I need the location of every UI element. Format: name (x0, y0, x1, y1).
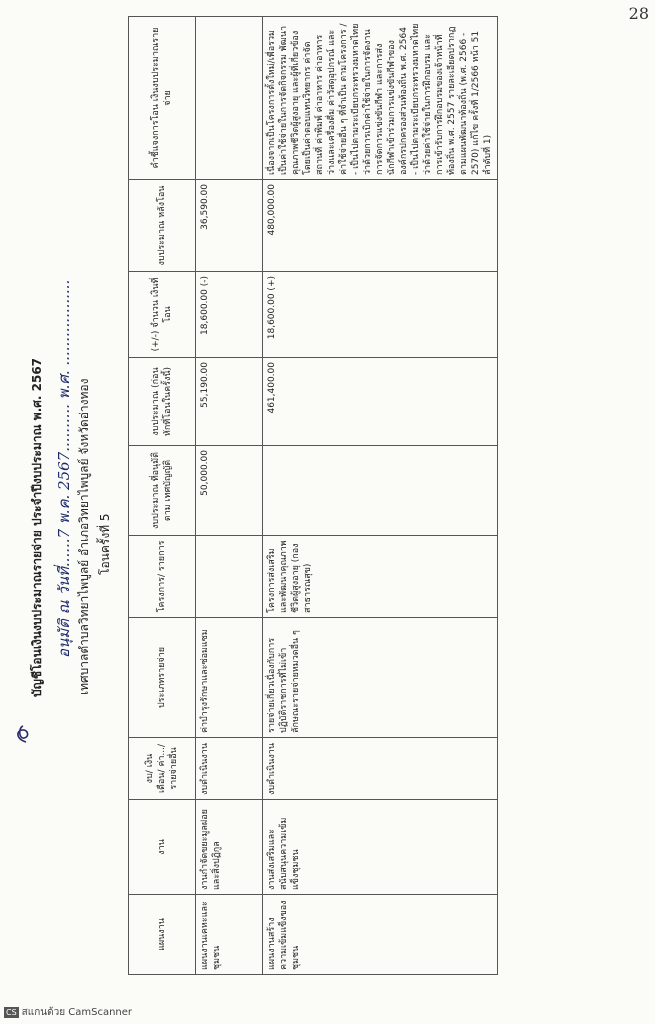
plan-cell: แผนงานสร้างความเข้มแข็งของชุมชน (263, 895, 498, 975)
column-header: แผนงาน (129, 895, 196, 975)
column-header: ประเภทรายจ่าย (129, 618, 196, 738)
table-header-row (129, 17, 196, 975)
scanner-footer (4, 1005, 132, 1020)
column-header: คำชี้แจงการโอน เงินงบประมาณรายจ่าย (129, 17, 196, 180)
scanner-text: สแกนด้วย CamScanner (21, 1007, 133, 1018)
approved-budget-cell: 50,000.00 (196, 446, 263, 536)
before-transfer-cell: 461,400.00 (263, 358, 498, 446)
after-transfer-cell: 480,000.00 (263, 180, 498, 272)
signature-mark (12, 723, 39, 745)
page-corner-mark: 28 (628, 4, 649, 23)
column-header: งบ/ เงินเดือน/ ค่า.../ รายจ่ายอื่น (129, 738, 196, 800)
expense-type-cell: รายจ่ายเกี่ยวเนื่องกับการปฏิบัติราชการที่ไม่เข้าลักษณะรายจ่ายหมวดอื่น ๆ (263, 618, 498, 738)
transfer-amount-cell: 18,600.00 (-) (196, 272, 263, 358)
note-cell (196, 17, 263, 180)
work-cell: งานกำจัดขยะมูลฝอยและสิ่งปฏิกูล (196, 800, 263, 895)
camscanner-badge: CS (6, 1008, 17, 1017)
budget-type-cell: งบดำเนินงาน (263, 738, 498, 800)
before-transfer-cell: 55,190.00 (196, 358, 263, 446)
rotated-document (0, 15, 630, 995)
column-header: งบประมาณ หลังโอน (129, 180, 196, 272)
column-header: (+/-) จำนวน เงินที่โอน (129, 272, 196, 358)
work-cell: งานส่งเสริมและสนับสนุนความเข้มแข็งชุมชน (263, 800, 498, 895)
project-cell: โครงการส่งเสริมและพัฒนาคุณภาพชีวิตผู้สูงอายุ (กองสาธารณสุข) (263, 536, 498, 618)
approval-date: อนุมัติ ณ วันที่......7 พ.ค. 2567.......... พ.ศ. .................. (55, 279, 73, 658)
column-header: งบประมาณ ที่อนุมัติตาม เทศบัญญัติ (129, 446, 196, 536)
document-title: บัญชีโอนเงินงบประมาณรายจ่าย ประจำปีงบประมาณ พ.ศ. 2567 (30, 357, 44, 697)
note-cell: เนื่องจากเป็นโครงการตั้งใหม่/เพื่อรวมเป็นค่าใช้จ่ายในการจัดกิจกรรม พัฒนาคุณภาพชีวิตผู้สูงอายุ และผู้ที่เกี่ยวข้อง โดยเป็นค่าตอบแทนวิทยากร ค่าจัดสถานที่ ค่าพิมพ์ ค่าอาหาร ค่าอาหารว่างและเครื่องดื่ม ค่าวัสดุอุปกรณ์ และค่าใช้จ่ายอื่น ๆ ที่จำเป็น ตามโครงการ / - เป็นไปตามระเบียบกระทรวงมหาดไทย ว่าด้วยการเบิกค่าใช้จ่ายในการจัดงาน การจัดการแข่งขันกีฬา และการส่งนักกีฬาเข้าร่วมการแข่งขันกีฬาขององค์กรปกครองส่วนท้องถิ่น พ.ศ. 2564 - เป็นไปตามระเบียบกระทรวงมหาดไทย ว่าด้วยค่าใช้จ่ายในการฝึกอบรม และการเข้ารับการฝึกอบรมของเจ้าหน้าที่ท้องถิ่น พ.ศ. 2557 รายละเอียดปรากฏตามแผนพัฒนาท้องถิ่น (พ.ศ. 2566 - 2570) แก้ไข ครั้งที่ 1/2566 หน้า 51 ลำดับที่ 1) (263, 17, 498, 180)
transfer-amount-cell: 18,600.00 (+) (263, 272, 498, 358)
column-header: โครงการ/ รายการ (129, 536, 196, 618)
budget-transfer-table (128, 16, 498, 975)
budget-type-cell: งบดำเนินงาน (196, 738, 263, 800)
plan-cell: แผนงานเคหะและชุมชน (196, 895, 263, 975)
table-row (263, 17, 498, 975)
table-row (196, 17, 263, 975)
signature-scribble-icon (12, 723, 34, 745)
column-header: งาน (129, 800, 196, 895)
column-header: งบประมาณ (ก่อนหักที่โอนในครั้งนี้) (129, 358, 196, 446)
organization-name: เทศบาลตำบลวิทยาไพบูลย์ อำเภอวิทยาไพบูลย์ จังหวัดอ่างทอง (77, 378, 91, 695)
approved-budget-cell (263, 446, 498, 536)
transfer-number: โอนครั้งที่ 5 (98, 513, 112, 575)
after-transfer-cell: 36,590.00 (196, 180, 263, 272)
project-cell (196, 536, 263, 618)
expense-type-cell: ค่าบำรุงรักษาและซ่อมแซม (196, 618, 263, 738)
